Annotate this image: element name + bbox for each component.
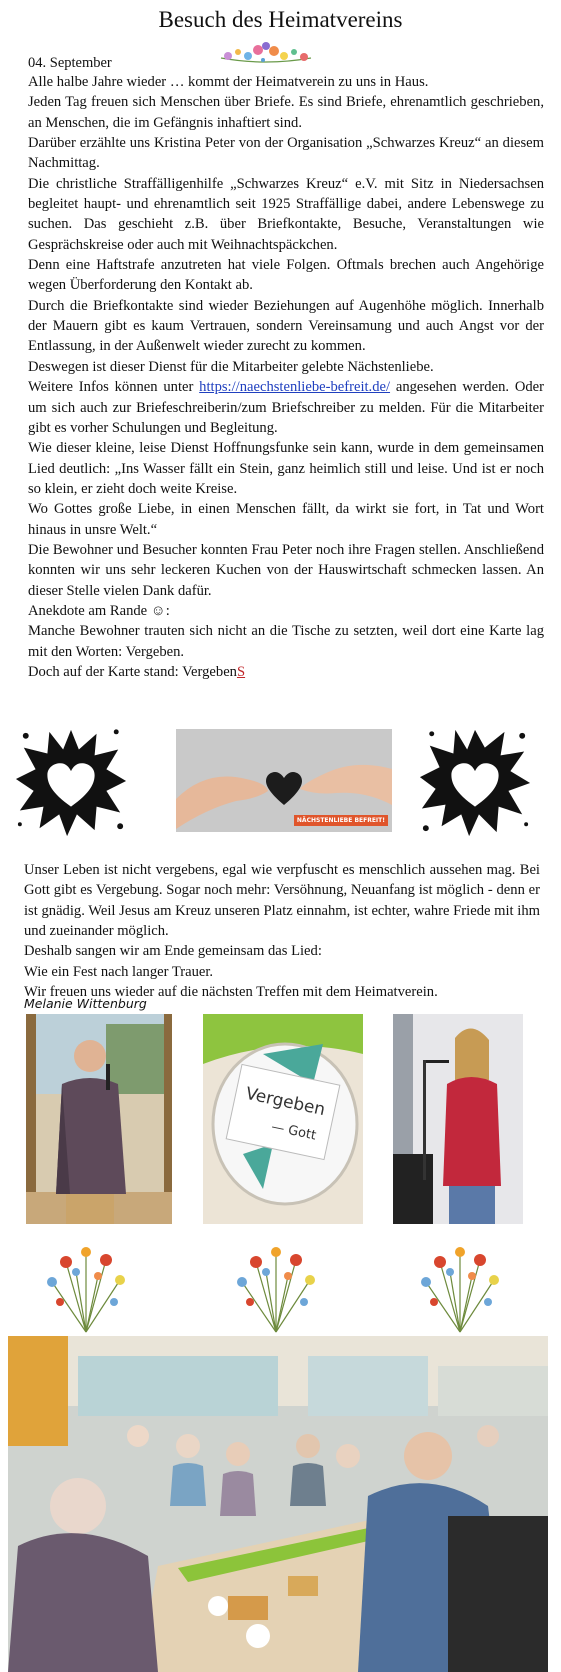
author-signature: Melanie Wittenburg: [24, 996, 147, 1011]
wildflower-bouquet-icon: [410, 1232, 510, 1336]
paragraph: Wir freuen uns wieder auf die nächsten Treffen mit dem Heimatverein.: [24, 984, 438, 1001]
group-gathering-photo: [8, 1336, 548, 1672]
hands-heart-photo: [176, 729, 392, 832]
paragraph: Anekdote am Rande ☺:: [28, 602, 170, 619]
black-splat-heart-icon: [12, 722, 130, 840]
paragraph: Deswegen ist dieser Dienst für die Mitarbeiter gelebte Nächstenliebe.: [28, 358, 434, 375]
article-body-part-1: [28, 72, 544, 682]
link-sentence-after: angesehen werden. Oder um sich auch zur Briefeschreiberin/zum Briefschreiber zu melden. Für die Mitarbeiter gibt es vorher Schulungen und Begleitung.: [28, 379, 544, 436]
paragraph: Wie ein Fest nach langer Trauer.: [24, 963, 214, 980]
wildflower-bouquet-icon: [226, 1232, 326, 1336]
page-title: Besuch des Heimatvereins: [158, 7, 403, 32]
flower-garland-decoration: [216, 36, 316, 70]
paragraph: Unser Leben ist nicht vergebens, egal wie verpfuscht es menschlich aussehen mag. Bei Gott gibt es Vergebung. Sogar noch mehr: Versöhnung, Neuanfang ist möglich - denn er ist gnädig. Weil Jesus am Kreuz unseren Platz einnahm, ist echter, wahre Friede mit ihm und zueinander möglich.: [24, 862, 540, 940]
paragraph: Die christliche Straffälligenhilfe „Schwarzes Kreuz“ e.V. mit Sitz in Niedersachsen begleitet haupt- und ehrenamtlich seit 1925 Straffällige dabei, andere Lebenswege zu suchen. Das geschieht z.B. über Briefkontakte, Besuche, Veranstaltungen wie Gesprächskreise oder auch mit Weihnachtspäckchen.: [28, 175, 544, 253]
paragraph: Jeden Tag freuen sich Menschen über Briefe. Es sind Briefe, ehrenamtlich geschrieben, an Menschen, die im Gefängnis inhaftiert sind.: [28, 94, 544, 131]
paragraph: Manche Bewohner trauten sich nicht an die Tische zu setzten, weil dort eine Karte lag mit den Worten: Vergeben.: [28, 623, 544, 660]
naechstenliebe-badge: NÄCHSTENLIEBE BEFREIT!: [294, 815, 388, 826]
card-word-vergeben: Vergeben: [243, 1083, 327, 1121]
website-link[interactable]: https://naechstenliebe-befreit.de/: [199, 379, 391, 396]
black-splat-heart-icon: [416, 722, 534, 840]
paragraph: Durch die Briefkontakte sind wieder Beziehungen auf Augenhöhe möglich. Innerhalb der Mauern gibt es kaum Vertrauen, sondern Vereinsamung und auch Angst vor der Entlassung, in der Außenwelt wieder zurecht zu kommen.: [28, 297, 544, 355]
wildflower-bouquet-icon: [36, 1232, 136, 1336]
paragraph: Deshalb sangen wir am Ende gemeinsam das Lied:: [24, 943, 322, 960]
link-sentence-before: Weitere Infos können unter: [28, 379, 200, 396]
article-body-part-2: [24, 860, 540, 1002]
paragraph: [28, 662, 544, 682]
singer-woman-photo: [393, 1014, 523, 1224]
card-word-gott: — Gott: [269, 1119, 318, 1144]
paragraph: Wo Gottes große Liebe, in einen Menschen fällt, da wirkt sie fort, in Tat und Wort hinaus in unsre Welt.“: [28, 501, 544, 538]
paragraph: Die Bewohner und Besucher konnten Frau Peter noch ihre Fragen stellen. Anschließend konnten wir uns sehr leckeren Kuchen von der Hauswirtschaft schmecken lassen. An dieser Stelle vielen Dank dafür.: [28, 541, 544, 599]
speaker-man-photo: [26, 1014, 172, 1224]
article-date: 04. September: [28, 55, 112, 71]
paragraph: Denn eine Haftstrafe anzutreten hat viele Folgen. Oftmals brechen auch Angehörige wegen Überforderung den Kontakt ab.: [28, 257, 544, 294]
paragraph: Wie dieser kleine, leise Dienst Hoffnungsfunke sein kann, wurde in dem gemeinsamen Lied deutlich: „Ins Wasser fällt ein Stein, ganz heimlich still und leise. Und ist er noch so klein, er zieht doch weite Kreise.: [28, 440, 544, 497]
vergeben-card-photo: [203, 1014, 363, 1224]
last-line-text: Doch auf der Karte stand: Vergeben: [28, 663, 237, 680]
paragraph: Darüber erzählte uns Kristina Peter von der Organisation „Schwarzes Kreuz“ an diesem Nachmittag.: [28, 135, 544, 172]
paragraph: Alle halbe Jahre wieder … kommt der Heimatverein zu uns in Haus.: [28, 74, 429, 90]
paragraph-with-link: [28, 377, 544, 438]
highlighted-letter: S: [236, 663, 246, 680]
